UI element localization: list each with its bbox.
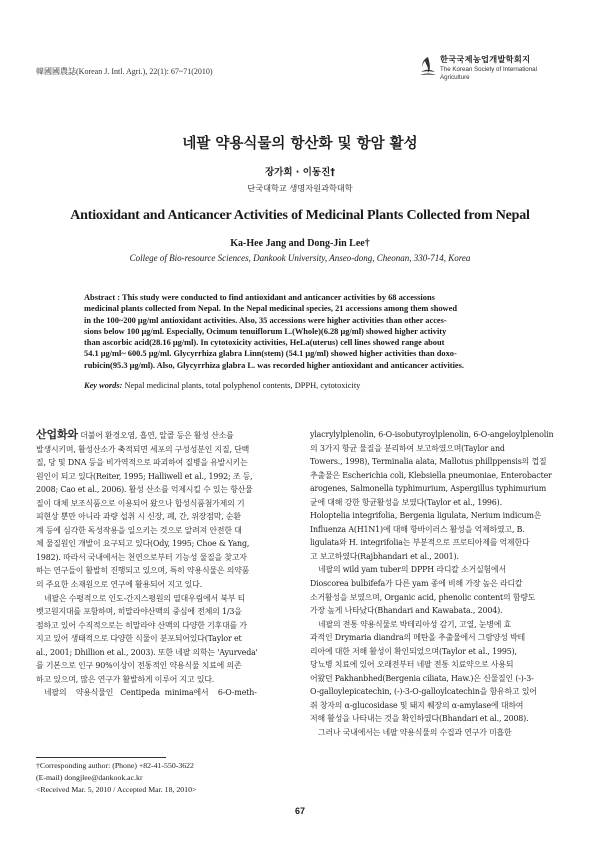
abstract-label: Abstract :	[84, 293, 121, 302]
body-line: Holoptelia integrifolia, Bergenia ligulata, Nerium indicum은	[310, 511, 542, 521]
authors-english: Ka-Hee Jang and Dong-Jin Lee†	[230, 238, 370, 249]
body-line: 원인이 되고 있다(Reiter, 1995; Halliwell et al., 1992; 조 등,	[36, 471, 253, 481]
body-line: 가장 높게 나타났다(Bhandari and Kawabata., 2004).	[310, 606, 503, 616]
body-line: 고 보고하였다(Rajbhandari et al., 2001).	[310, 551, 459, 561]
body-line: 어왔던 Pakhanbhed(Bergenia ciliata, Haw.)은 신물질인 (-)-3-	[310, 673, 534, 683]
society-emblem-icon	[418, 56, 438, 78]
journal-reference: 韓國國農誌(Korean J. Intl. Agri.), 22(1): 67~71(2010)	[36, 67, 213, 76]
paragraph	[36, 428, 298, 592]
body-line: 쥐 창자의 α-glucosidase 및 돼지 췌장의 α-amylase에 대하여	[310, 700, 524, 710]
body-line: 네팔의 약용식물인 Centipeda minima에서 6-O-meth-	[44, 688, 257, 698]
body-line: Towers., 1998), Terminalia alata, Mallotus phillppensis의 껍질	[310, 457, 547, 467]
body-line: 그러나 국내에서는 네팔 약용식물의 수집과 연구가 미흡한	[318, 728, 512, 738]
body-line: 2008; Cao et al., 2006). 활성 산소를 억제시킬 수 있는 항산물	[36, 485, 253, 495]
paragraph	[36, 592, 298, 687]
body-line: 저해 활성을 나타내는 것을 확인하였다(Bhandari et al., 2008).	[310, 714, 529, 724]
paper-title-english: Antioxidant and Anticancer Activities of Medicinal Plants Collected from Nepal	[70, 208, 530, 223]
paper-title-korean: 네팔 약용식물의 항산화 및 항암 활성	[182, 136, 418, 152]
authors-korean: 장가희 · 이동진†	[264, 167, 336, 178]
body-line: 하는 연구들이 활발히 진행되고 있으며, 특히 약용식물은 의약품	[36, 566, 250, 576]
abstract-line: Abstract : This study were conducted to find antioxidant and anticancer activities by 68 accessions	[84, 293, 435, 302]
body-line: 당뇨병 치료에 있어 오래전부터 네팔 전통 치료약으로 사용되	[310, 660, 514, 670]
body-line: 계 등에 심각한 독성작용을 일으키는 것으로 알려져 안전한 대	[36, 525, 242, 535]
footnote-received-date: <Received Mar. 5, 2010 / Accepted Mar. 18, 2010>	[36, 784, 197, 794]
body-column-right	[310, 428, 572, 740]
body-line: 를 기본으로 인구 90%이상이 전통적인 약용식물 치료에 의존	[36, 661, 242, 671]
body-line: 벳고원지대를 포함하며, 히말라야산맥의 중심에 전체의 1/3을	[36, 607, 242, 617]
body-line: 피현상 뿐만 아니라 과량 섭취 시 신장, 폐, 간, 위장점막, 순환	[36, 512, 241, 522]
body-line: 질이 대체 보조식품으로 이용되어 왔으나 합성식품첨가제의 기	[36, 498, 245, 508]
body-line: 소거활성을 보였으며, Organic acid, phenolic content의 함량도	[310, 592, 536, 602]
body-line: 1982). 따라서 국내에서는 천연으로부터 기능성 물질을 찾고자	[36, 552, 247, 562]
society-name-ko: 한국국제농업개발학회지	[440, 54, 531, 64]
body-line: 의 3가지 항균 물질을 분리하여 보고하였으며(Taylor and	[310, 443, 505, 453]
body-line: 균에 대해 강한 항균활성을 보였다(Taylor et al., 1996).	[310, 497, 502, 507]
body-line: 체 물질원인 개발이 요구되고 있다(Ody, 1995; Choe & Yang,	[36, 539, 250, 549]
body-line: 과적인 Drymaria diandra의 메탄올 추출물에서 그람양성 박테	[310, 633, 526, 643]
paragraph	[310, 726, 572, 740]
body-line: 하고 있으며, 많은 연구가 활발하게 이루어 지고 있다.	[36, 674, 215, 684]
paragraph	[310, 428, 572, 563]
paragraph	[310, 618, 572, 726]
footnote-email: (E-mail) dongjlee@dankook.ac.kr	[36, 772, 143, 782]
keywords-label: Key words:	[84, 381, 123, 390]
affiliation-english: College of Bio-resource Sciences, Dankook University, Anseo-dong, Cheonan, 330-714, Korea	[129, 253, 471, 263]
body-line: ligulata와 H. integrifolia는 부분적으로 프로티아제를 억제한다	[310, 538, 530, 548]
body-line: 의 주요한 소재원으로 연구에 활용되어 지고 있다.	[36, 580, 202, 590]
body-line: ylacrylylplenolin, 6-O-isobutyroylplenolin, 6-O-angeloylplenolin	[310, 430, 554, 439]
body-line: 리아에 대한 저해 활성이 확인되었으며(Taylor et al., 1995),	[310, 646, 517, 656]
abstract-line: 54.1 μg/ml~ 600.5 μg/ml. Glycyrrhiza glabra Linn(stem) (54.1 μg/ml) showed higher activities than doxo-	[84, 349, 457, 359]
body-line: 네팔의 전통 약용식물로 박테리아성 감기, 고열, 눈병에 효	[318, 619, 512, 629]
body-line: al., 2001; Dhillion et al., 2003). 또한 네팔 의학는 'Ayurveda'	[36, 647, 258, 657]
body-line: 질, 당 및 DNA 등을 비가역적으로 파괴하여 질병을 유발시키는	[36, 458, 248, 468]
body-line: 산업화와 더불어 환경오염, 흡연, 알콜 등은 활성 산소를	[36, 428, 234, 441]
affiliation-korean: 단국대학교 생명자원과학대학	[247, 183, 353, 193]
lead-word: 산업화와	[36, 428, 78, 441]
body-line: 네팔의 wild yam tuber의 DPPH 라디칼 소거실험에서	[318, 565, 506, 575]
paragraph	[36, 686, 298, 700]
body-line: 네팔은 수평적으로 인도-간지스평원의 열대우림에서 북부 티	[44, 593, 246, 603]
paragraph	[310, 563, 572, 617]
body-line: arogenes, Salmonella typhimurium, Aspergillus typhimurium	[310, 484, 547, 494]
body-line: Dioscorea bulbifefa가 다른 yam 종에 비해 가장 높은 라디칼	[310, 579, 523, 589]
footnote-corresponding-author: †Corresponding author: (Phone) +82-41-550-3622	[36, 761, 194, 770]
society-name-en-line2: Agriculture	[440, 74, 470, 81]
body-line: O-galloylepicatechin, (-)-3-O-galloylcatechin을 함유하고 있어	[310, 687, 537, 697]
abstract-line: rubicin(95.3 μg/ml). Also, Glycyrrhiza glabra L. was recorded higher antioxidant and anticancer activities.	[84, 360, 464, 370]
abstract	[84, 292, 522, 371]
footnote	[36, 760, 196, 795]
body-line: 추출물은 Escherichia coli, Klebsiella pneumoniae, Enterobacter	[310, 470, 552, 480]
footnote-divider	[36, 757, 166, 758]
society-name-en-line1: The Korean Society of International	[440, 66, 537, 73]
abstract-line: sions below 100 μg/ml. Especially, Ocimum tenuiflorum L.(Whole)(6.28 μg/ml) showed higher activity	[84, 326, 447, 336]
body-line: 발생시키며, 활성산소가 축적되면 세포의 구성성분인 지질, 단백	[36, 444, 250, 454]
society-logo	[418, 54, 568, 94]
abstract-line: in the 100~200 μg/ml antioxidant activities. Also, 35 accessions were higher activities than other acces-	[84, 315, 447, 325]
body-column-left	[36, 428, 298, 700]
body-line: 지고 있어 생태적으로 다양한 식물이 분포되어있다(Taylor et	[36, 634, 242, 644]
page-number: 67	[294, 806, 305, 816]
abstract-line: medicinal plants collected from Nepal. In the Nepal medicinal species, 21 accessions among them showed	[84, 304, 457, 314]
abstract-line: than ascorbic acid(28.16 μg/ml). In cytotoxicity activities, HeLa(uterus) cell lines showed range about	[84, 338, 445, 348]
keywords	[84, 381, 522, 390]
body-line: Influenza A(H1N1)에 대해 항바이러스 활성을 억제하였고, B.	[310, 524, 525, 534]
body-line: 점하고 있어 수직적으로는 히말라야 산맥의 다양한 기후대를 가	[36, 620, 247, 630]
keywords-text: Nepal medicinal plants, total polyphenol contents, DPPH, cytotoxicity	[124, 381, 361, 390]
